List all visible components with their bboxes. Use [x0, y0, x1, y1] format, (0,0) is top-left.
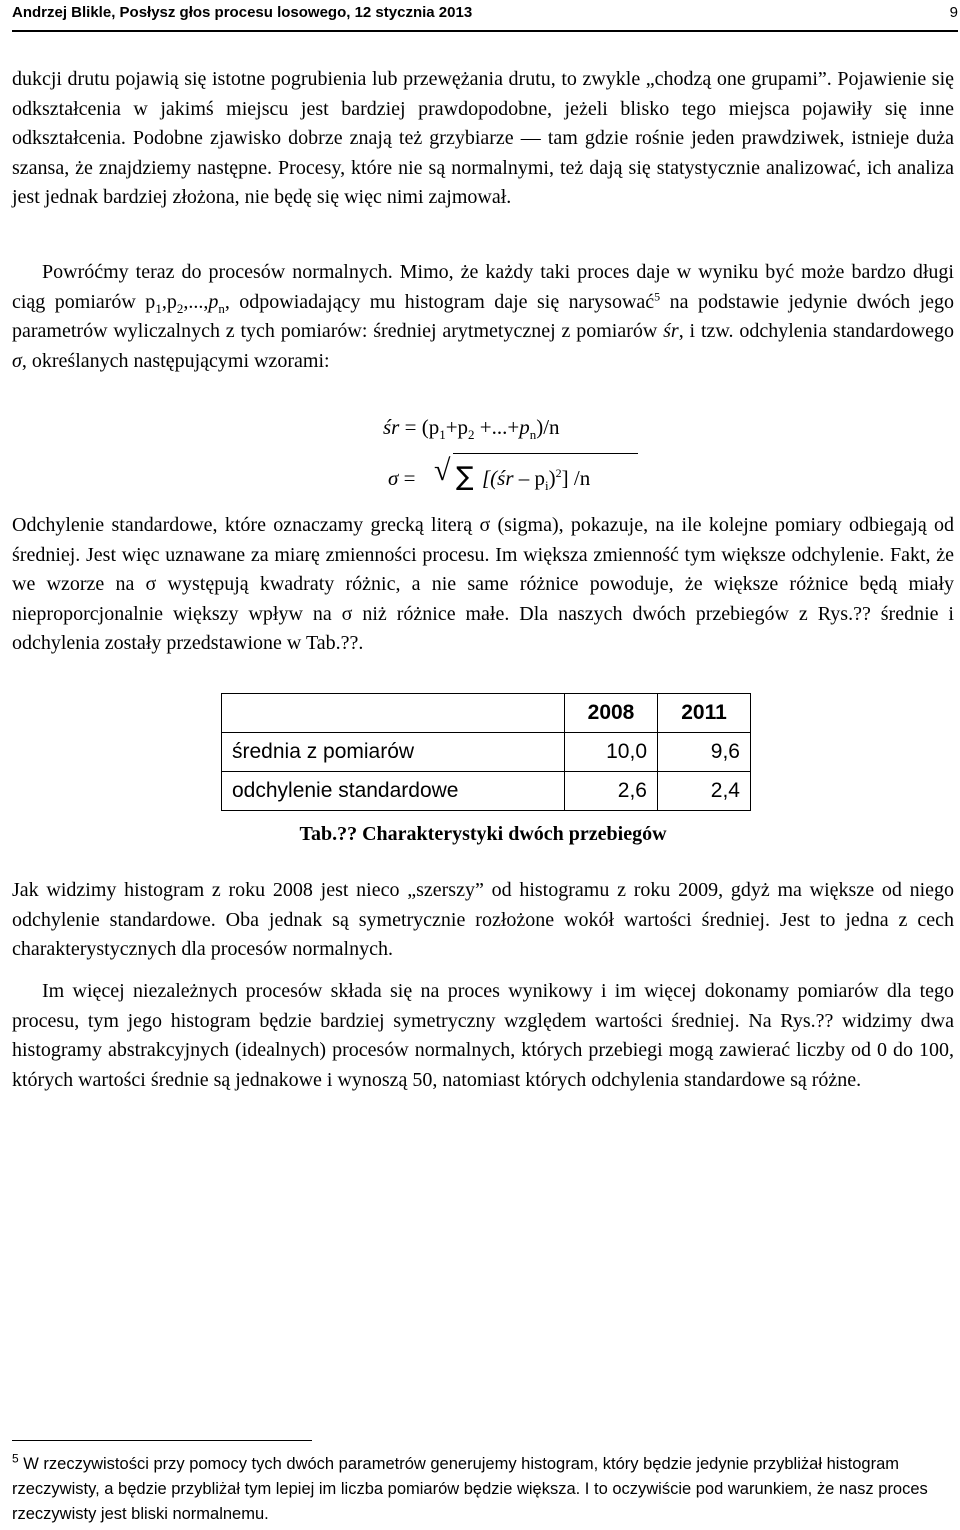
sqrt-icon: √: [434, 454, 451, 487]
sd-formula-rhs: [(śr – $p_i)^2$] /n: [482, 466, 591, 494]
page-header: [12, 4, 958, 26]
header-divider: [12, 30, 958, 32]
table-cell: 9,6: [658, 733, 751, 772]
table-row: [222, 733, 751, 772]
table-cell: średnia z pomiarów: [222, 733, 565, 772]
table-header-row: [222, 694, 751, 733]
paragraph-4: Jak widzimy histogram z roku 2008 jest nieco „szerszy” od histogramu z roku 2009, gdyż ma większe od niego odchylenie standardowe. Oba jednak są symetrycznie rozłożone wokół wartości średniej. Jest to jedna z cech charakterystycznych dla procesów normalnych.: [12, 879, 954, 960]
mean-formula: śr = $(p_1+p_2 +...+p_n)/n$: [383, 415, 560, 443]
footnote: [12, 1452, 954, 1527]
stats-table: [221, 693, 751, 811]
sum-icon: ∑: [456, 462, 474, 492]
paragraph-3: Odchylenie standardowe, które oznaczamy grecką literą σ (sigma), pokazuje, na ile kolejne pomiary odbiegają od średniej. Jest więc uznawane za miarę zmienności procesu. Im większa zmienność tym większe odchylenie. Fakt, że we wzorze na σ występują kwadraty różnic, a nie same różnice powoduje, że większe różnice będą miały nieproporcjonalnie większy wpływ na σ niż różnice małe. Dla naszych dwóch przebiegów z Rys.?? średnie i odchylenia zostały przedstawione w Tab.??.: [12, 514, 954, 654]
footnote-text: W rzeczywistości przy pomocy tych dwóch parametrów generujemy histogram, który będzie jedynie przybliżał histogram rzeczywisty, a będzie przybliżał tym lepiej im liczba pomiarów będzie większa. I to oczywiście pod warunkiem, że nasz proces rzeczywisty jest bliski normalnemu.: [12, 1455, 928, 1523]
table-cell: 2,4: [658, 772, 751, 811]
table-cell: odchylenie standardowe: [222, 772, 565, 811]
header-title: Andrzej Blikle, Posłysz głos procesu losowego, 12 stycznia 2013: [12, 4, 473, 21]
paragraph-2: Powróćmy teraz do procesów normalnych. Mimo, że każdy taki proces daje w wyniku być może bardzo długi ciąg pomiarów $p_1,p_2,...,p_n$, odpowiadający mu histogram daje się narysować$^5$ na podstawie jedynie dwóch jego parametrów wyliczalnych z tych pomiarów: średniej arytmetycznej z pomiarów śr, i tzw. odchylenia standardowego σ, określanych następującymi wzorami:: [12, 261, 955, 372]
table-caption: Tab.?? Charakterystyki dwóch przebiegów: [299, 823, 667, 845]
table-cell: 2,6: [565, 772, 658, 811]
page-number: 9: [949, 4, 958, 21]
footnote-divider: [12, 1440, 312, 1441]
sqrt-bar: [453, 453, 638, 454]
sd-formula-lhs: σ =: [388, 466, 416, 490]
paragraph-5: Im więcej niezależnych procesów składa się na proces wynikowy i im więcej dokonamy pomiarów dla tego procesu, tym jego histogram będzie bardziej symetryczny względem wartości średniej. Na Rys.?? widzimy dwa histogramy abstrakcyjnych (idealnych) procesów normalnych, których przebiegi mogą zawierać liczby od 0 do 100, których wartości średnie są jednakowe i wynoszą 50, natomiast których odchylenia standardowe są różne.: [12, 980, 954, 1091]
table-cell: 10,0: [565, 733, 658, 772]
table-row: [222, 772, 751, 811]
table-header-cell: 2008: [565, 694, 658, 733]
footnote-ref: 5: [654, 288, 661, 303]
table-header-cell: [222, 694, 565, 733]
footnote-marker: 5: [12, 1451, 19, 1466]
table-header-cell: 2011: [658, 694, 751, 733]
paragraph-1: dukcji drutu pojawią się istotne pogrubienia lub przewężania drutu, to zwykle „chodzą one grupami”. Pojawienie się odkształcenia w jakimś miejscu jest bardziej prawdopodobne, jeżeli blisko tego miejsca pojawiły się inne odkształcenia. Podobne zjawisko dobrze znają też grzybiarze — tam gdzie rośnie jeden prawdziwek, istnieje duża szansa, że znajdziemy następne. Procesy, które nie są normalnymi, też dają się statystycznie analizować, ich analiza jest jednak bardziej złożona, nie będę się więc nimi zajmował.: [12, 68, 954, 208]
